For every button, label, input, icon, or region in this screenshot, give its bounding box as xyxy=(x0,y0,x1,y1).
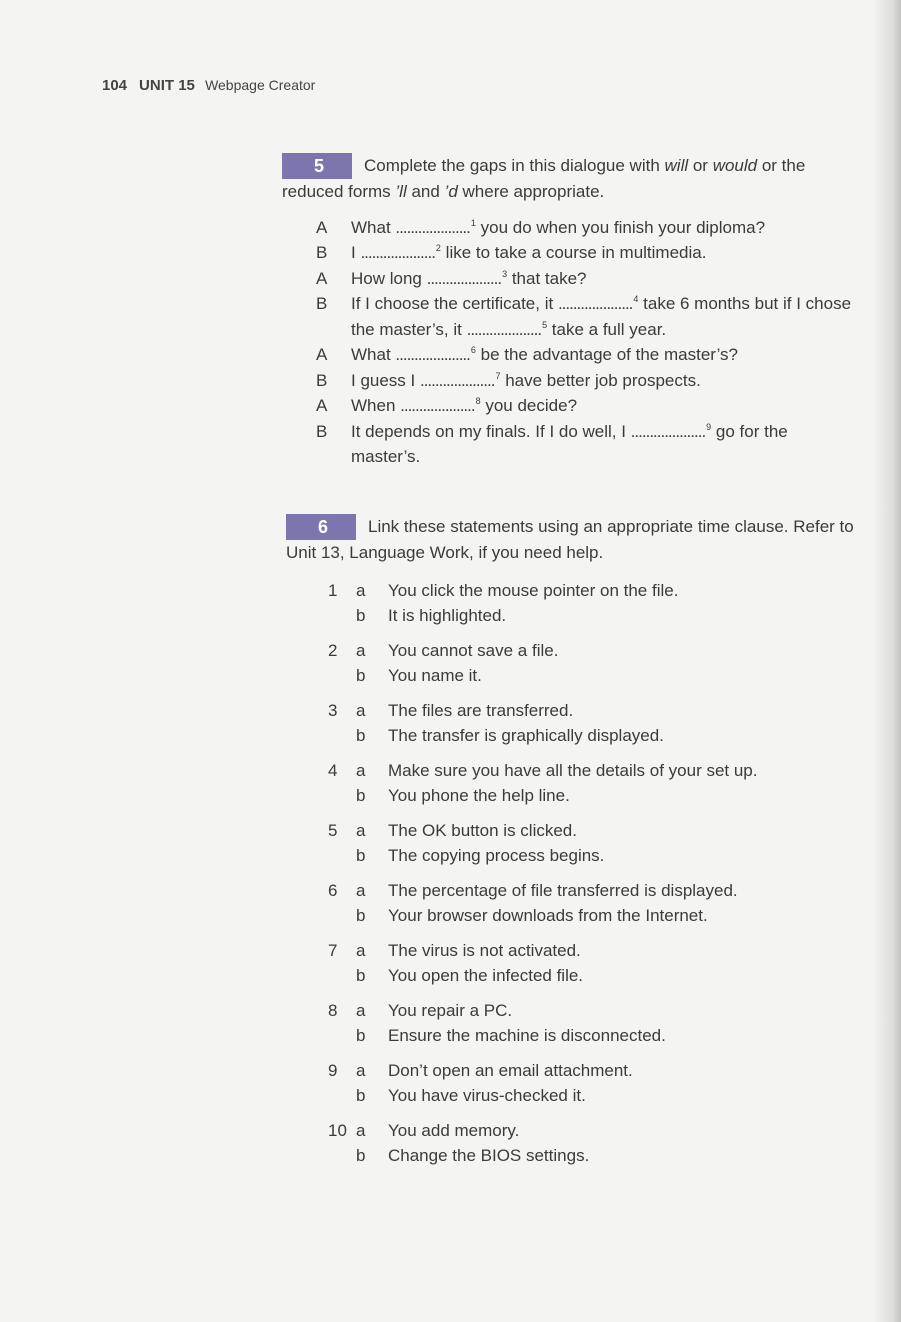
item-label-b: b xyxy=(356,666,366,685)
statement-b: You open the infected file. xyxy=(388,966,584,985)
dialogue xyxy=(316,215,852,470)
text-fragment: What xyxy=(351,217,396,237)
item-label-a: a xyxy=(356,1120,366,1140)
dialogue-text xyxy=(351,215,852,241)
item-label-b: b xyxy=(356,606,366,625)
statement-b: You have virus-checked it. xyxy=(388,1086,586,1105)
spacer xyxy=(328,603,356,629)
item-number: 8 xyxy=(328,1000,338,1020)
text-fragment: have better job prospects. xyxy=(500,370,701,390)
item-number: 5 xyxy=(328,820,338,840)
statement-item xyxy=(328,1058,871,1109)
statement-a: You click the mouse pointer on the file. xyxy=(388,580,679,600)
statement-b: The copying process begins. xyxy=(388,846,605,865)
item-number: 7 xyxy=(328,940,338,960)
item-label-b: b xyxy=(356,906,366,925)
item-number: 6 xyxy=(328,880,338,900)
item-label-a: a xyxy=(356,640,366,660)
item-label-b: b xyxy=(356,846,366,865)
gap-dots: .................... xyxy=(466,319,542,339)
dialogue-line xyxy=(316,215,852,241)
page-edge-shadow xyxy=(873,0,901,1322)
dialogue-line xyxy=(316,393,852,419)
dialogue-text xyxy=(351,368,852,394)
item-label-b: b xyxy=(356,1086,366,1105)
dialogue-text xyxy=(351,291,852,342)
dialogue-text xyxy=(351,240,852,266)
spacer xyxy=(328,663,356,689)
unit-title: Webpage Creator xyxy=(205,77,316,93)
statement-b: Your browser downloads from the Internet. xyxy=(388,906,708,925)
gap-number: 3 xyxy=(502,268,508,279)
gap-number: 6 xyxy=(470,345,476,355)
speaker-label: A xyxy=(316,217,328,237)
dialogue-line xyxy=(316,419,852,470)
item-label-a: a xyxy=(356,1060,366,1080)
item-number: 10 xyxy=(328,1120,347,1140)
text-fragment: take 6 months but if I chose the master’s, it xyxy=(351,294,852,339)
exercise-6 xyxy=(286,514,871,1178)
speaker-label: A xyxy=(316,345,328,364)
item-label-a: a xyxy=(356,880,366,900)
text-fragment: you decide? xyxy=(480,396,578,415)
spacer xyxy=(328,1083,356,1109)
statement-b: You name it. xyxy=(388,666,482,685)
gap-dots: .................... xyxy=(400,396,475,415)
gap-dots: .................... xyxy=(419,370,495,390)
statement-item xyxy=(328,938,871,989)
gap-dots: .................... xyxy=(630,421,706,441)
dialogue-text xyxy=(351,393,852,419)
statement-item xyxy=(328,758,871,809)
text-fragment: take a full year. xyxy=(547,319,667,339)
statement-item xyxy=(328,998,871,1049)
spacer xyxy=(328,843,356,869)
speaker-label: B xyxy=(316,370,328,390)
item-label-b: b xyxy=(356,1146,366,1165)
statement-a: You add memory. xyxy=(388,1120,520,1140)
statement-a: Make sure you have all the details of your set up. xyxy=(388,760,758,780)
statement-b: Ensure the machine is disconnected. xyxy=(388,1026,666,1045)
statement-item xyxy=(328,638,871,689)
item-label-a: a xyxy=(356,760,366,780)
statement-b: You phone the help line. xyxy=(388,786,570,805)
item-label-b: b xyxy=(356,786,366,805)
gap-number: 1 xyxy=(470,217,476,228)
speaker-label: A xyxy=(316,396,328,415)
text-fragment: When xyxy=(351,396,401,415)
gap-dots: .................... xyxy=(395,345,470,364)
statement-a: The OK button is clicked. xyxy=(388,820,577,840)
exercise-5 xyxy=(282,153,852,470)
item-label-a: a xyxy=(356,700,366,720)
item-number: 2 xyxy=(328,640,338,660)
statement-item xyxy=(328,818,871,869)
text-fragment: go for the master’s. xyxy=(351,421,788,466)
text-fragment: like to take a course in multimedia. xyxy=(440,243,707,262)
gap-dots: .................... xyxy=(426,268,502,288)
spacer xyxy=(328,1023,356,1049)
dialogue-text xyxy=(351,419,852,470)
text-fragment: be the advantage of the master’s? xyxy=(475,345,738,364)
statement-item xyxy=(328,1118,871,1169)
exercise-number-badge: 6 xyxy=(286,514,356,540)
statement-list xyxy=(328,578,871,1169)
item-label-a: a xyxy=(356,820,366,840)
spacer xyxy=(328,723,356,749)
speaker-label: B xyxy=(316,243,328,262)
exercise-6-instruction: 6 Link these statements using an appropriate time clause. Refer to Unit 13, Language Work, if you need help. xyxy=(286,514,871,566)
speaker-label: B xyxy=(316,294,328,313)
text-fragment: What xyxy=(351,345,396,364)
gap-number: 7 xyxy=(495,370,501,381)
page-number: 104 xyxy=(102,77,128,94)
gap-number: 8 xyxy=(475,396,481,406)
statement-item xyxy=(328,878,871,929)
text-fragment: If I choose the certificate, it xyxy=(351,294,558,313)
statement-a: The virus is not activated. xyxy=(388,940,581,960)
text-fragment: How long xyxy=(351,268,427,288)
statement-a: The percentage of file transferred is displayed. xyxy=(388,880,738,900)
running-head xyxy=(102,77,315,94)
text-fragment: you do when you finish your diploma? xyxy=(475,217,766,237)
item-label-a: a xyxy=(356,940,366,960)
statement-a: You repair a PC. xyxy=(388,1000,513,1020)
item-label-a: a xyxy=(356,580,366,600)
item-label-b: b xyxy=(356,726,366,745)
statement-a: The files are transferred. xyxy=(388,700,574,720)
spacer xyxy=(328,783,356,809)
gap-number: 2 xyxy=(435,243,441,253)
spacer xyxy=(328,1143,356,1169)
speaker-label: A xyxy=(316,268,328,288)
gap-number: 4 xyxy=(633,294,639,304)
dialogue-line xyxy=(316,266,852,292)
text-fragment: It depends on my finals. If I do well, I xyxy=(351,421,631,441)
item-label-b: b xyxy=(356,1026,366,1045)
dialogue-line xyxy=(316,240,852,266)
speaker-label: B xyxy=(316,421,328,441)
item-label-a: a xyxy=(356,1000,366,1020)
text-fragment: I guess I xyxy=(351,370,420,390)
text-fragment: I xyxy=(351,243,361,262)
spacer xyxy=(328,903,356,929)
dialogue-line xyxy=(316,368,852,394)
exercise-number-badge: 5 xyxy=(282,153,352,179)
statement-item xyxy=(328,578,871,629)
statement-b: It is highlighted. xyxy=(388,606,507,625)
dialogue-line xyxy=(316,291,852,342)
spacer xyxy=(328,963,356,989)
item-number: 9 xyxy=(328,1060,338,1080)
unit-label: UNIT 15 xyxy=(139,77,195,94)
item-label-b: b xyxy=(356,966,366,985)
statement-a: You cannot save a file. xyxy=(388,640,559,660)
text-fragment: that take? xyxy=(507,268,587,288)
gap-dots: .................... xyxy=(395,217,470,237)
exercise-5-instruction: 5 Complete the gaps in this dialogue with will or would or the reduced forms ’ll and ’d where appropriate. xyxy=(282,153,852,205)
item-number: 4 xyxy=(328,760,338,780)
gap-dots: .................... xyxy=(557,294,633,313)
dialogue-line xyxy=(316,342,852,368)
statement-b: Change the BIOS settings. xyxy=(388,1146,590,1165)
dialogue-text xyxy=(351,342,852,368)
item-number: 1 xyxy=(328,580,338,600)
dialogue-text xyxy=(351,266,852,292)
gap-number: 5 xyxy=(542,319,548,330)
statement-a: Don’t open an email attachment. xyxy=(388,1060,633,1080)
gap-dots: .................... xyxy=(360,243,435,262)
item-number: 3 xyxy=(328,700,338,720)
statement-b: The transfer is graphically displayed. xyxy=(388,726,664,745)
gap-number: 9 xyxy=(706,421,712,432)
statement-item xyxy=(328,698,871,749)
